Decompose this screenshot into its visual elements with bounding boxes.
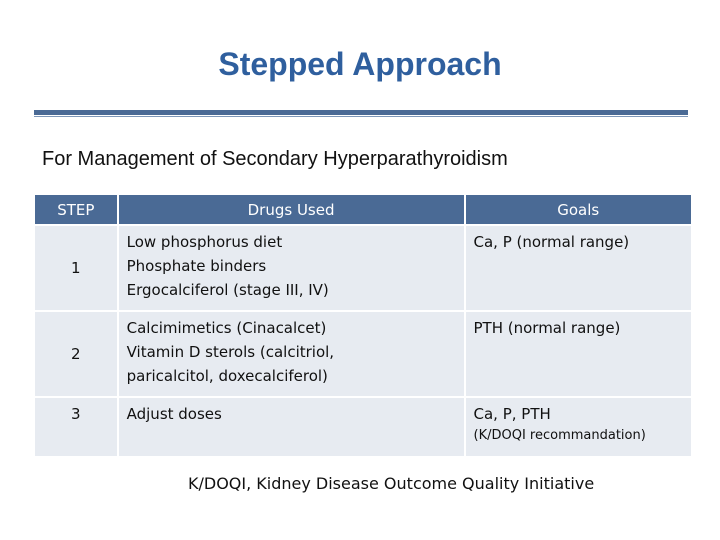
drug-item: Calcimimetics (Cinacalcet) [126, 319, 327, 337]
drug-item: Ergocalciferol (stage III, IV) [126, 281, 329, 299]
header-drugs: Drugs Used [119, 195, 464, 224]
table-row [35, 398, 691, 456]
header-goals: Goals [466, 195, 692, 224]
title-divider [34, 110, 688, 115]
goals-cell [466, 398, 692, 456]
title-divider-thin [34, 116, 688, 117]
header-step: STEP [35, 195, 117, 224]
slide-subtitle: For Management of Secondary Hyperparathyroidism [42, 148, 508, 170]
drugs-cell [119, 312, 464, 396]
table-row [35, 312, 691, 396]
table-header-row [35, 195, 691, 224]
table-row [35, 226, 691, 310]
drug-item: Low phosphorus diet [126, 233, 283, 251]
drug-item: Vitamin D sterols (calcitriol, [126, 343, 335, 361]
step-cell: 2 [35, 312, 117, 396]
step-cell: 3 [35, 398, 117, 456]
goal-item: PTH (normal range) [473, 319, 621, 337]
goal-item: Ca, P (normal range) [473, 233, 630, 251]
goal-note: (K/DOQI recommandation) [473, 428, 646, 443]
footnote: K/DOQI, Kidney Disease Outcome Quality Initiative [188, 474, 595, 493]
goals-cell [466, 226, 692, 310]
goal-item: Ca, P, PTH [473, 405, 551, 423]
slide-title: Stepped Approach [218, 46, 502, 82]
step-cell: 1 [35, 226, 117, 310]
drug-item: paricalcitol, doxecalciferol) [126, 367, 328, 385]
drugs-cell [119, 398, 464, 456]
stepped-approach-table [33, 193, 693, 458]
goals-cell [466, 312, 692, 396]
drug-item: Phosphate binders [126, 257, 267, 275]
drug-item: Adjust doses [126, 405, 222, 423]
drugs-cell [119, 226, 464, 310]
